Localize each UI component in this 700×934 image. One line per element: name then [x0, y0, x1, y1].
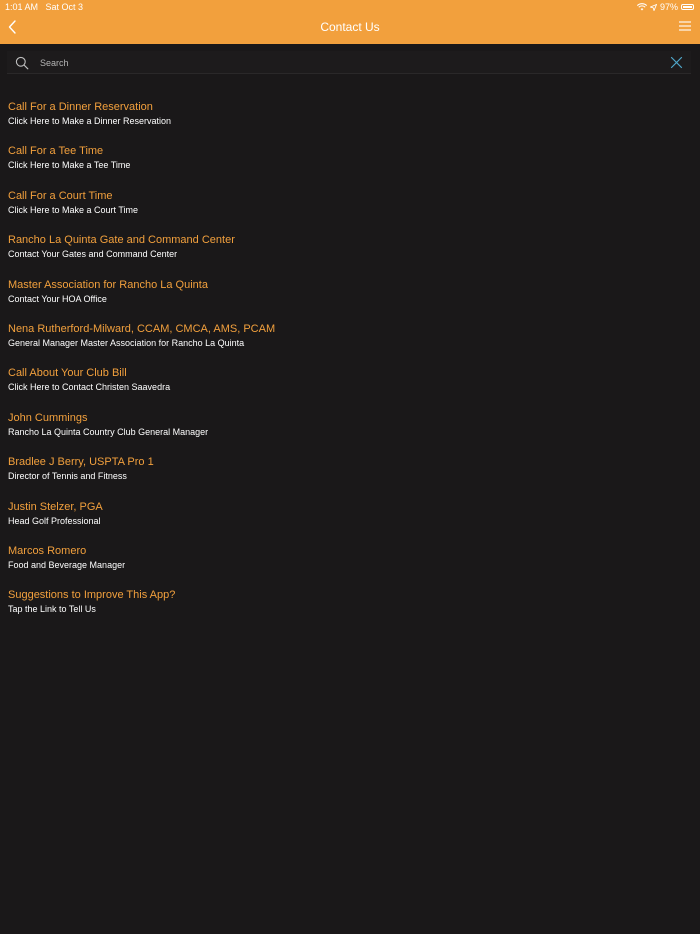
- contact-subtitle: Tap the Link to Tell Us: [8, 604, 96, 615]
- contact-item-court-time[interactable]: [8, 189, 688, 233]
- contact-subtitle: Contact Your HOA Office: [8, 293, 107, 304]
- contact-subtitle: Click Here to Make a Tee Time: [8, 160, 131, 171]
- battery-icon: [681, 4, 694, 10]
- contact-title: Bradlee J Berry, USPTA Pro 1: [8, 456, 154, 469]
- contact-title: Rancho La Quinta Gate and Command Center: [8, 234, 235, 247]
- status-bar-time: [5, 2, 83, 12]
- search-icon: [15, 56, 29, 70]
- contact-title: Nena Rutherford-Milward, CCAM, CMCA, AMS, PCAM: [8, 322, 276, 335]
- battery-percentage: 97%: [659, 2, 678, 12]
- contact-subtitle: Contact Your Gates and Command Center: [8, 249, 178, 260]
- contact-title: Master Association for Rancho La Quinta: [8, 278, 208, 291]
- status-date: Sat Oct 3: [45, 2, 84, 12]
- contact-title: Marcos Romero: [8, 544, 87, 557]
- contact-subtitle: Click Here to Contact Christen Saavedra: [8, 382, 171, 393]
- contact-subtitle: Food and Beverage Manager: [8, 559, 126, 570]
- contact-item-master-association[interactable]: [8, 278, 688, 322]
- contact-item-justin-stelzer[interactable]: [8, 500, 688, 544]
- contact-item-suggestions[interactable]: [8, 588, 688, 632]
- location-arrow-icon: [650, 4, 657, 11]
- search-bar: [7, 51, 691, 74]
- contact-subtitle: Click Here to Make a Court Time: [8, 204, 139, 215]
- navigation-bar: [0, 0, 700, 44]
- hamburger-menu-icon: [678, 19, 692, 33]
- contact-title: Call For a Dinner Reservation: [8, 101, 153, 113]
- contact-item-bradlee-berry[interactable]: [8, 455, 688, 499]
- contact-title: Call For a Tee Time: [8, 145, 104, 158]
- contact-subtitle: General Manager Master Association for Rancho La Quinta: [8, 337, 245, 348]
- contact-subtitle: Rancho La Quinta Country Club General Manager: [8, 426, 209, 437]
- contact-item-club-bill[interactable]: [8, 366, 688, 410]
- contact-list: [8, 100, 688, 633]
- contact-title: Call About Your Club Bill: [8, 367, 127, 380]
- contact-title: Suggestions to Improve This App?: [8, 589, 176, 602]
- contact-item-gate-command-center[interactable]: [8, 233, 688, 277]
- contact-item-dinner-reservation[interactable]: [8, 100, 688, 144]
- contact-item-marcos-romero[interactable]: [8, 544, 688, 588]
- status-time: 1:01 AM: [5, 2, 39, 12]
- menu-button[interactable]: [678, 19, 692, 33]
- contact-item-tee-time[interactable]: [8, 144, 688, 188]
- contact-subtitle: Click Here to Make a Dinner Reservation: [8, 116, 172, 126]
- search-input[interactable]: [40, 54, 660, 71]
- contact-item-john-cummings[interactable]: [8, 411, 688, 455]
- contact-title: Justin Stelzer, PGA: [8, 500, 103, 513]
- contact-title: John Cummings: [8, 411, 88, 424]
- clear-search-icon[interactable]: [670, 56, 683, 69]
- contact-item-nena-rutherford-milward[interactable]: [8, 322, 688, 366]
- status-bar-indicators: [637, 2, 694, 12]
- wifi-icon: [637, 3, 647, 11]
- contact-subtitle: Head Golf Professional: [8, 515, 101, 526]
- contact-subtitle: Director of Tennis and Fitness: [8, 471, 127, 482]
- page-title: Contact Us: [320, 20, 380, 34]
- contact-title: Call For a Court Time: [8, 189, 113, 202]
